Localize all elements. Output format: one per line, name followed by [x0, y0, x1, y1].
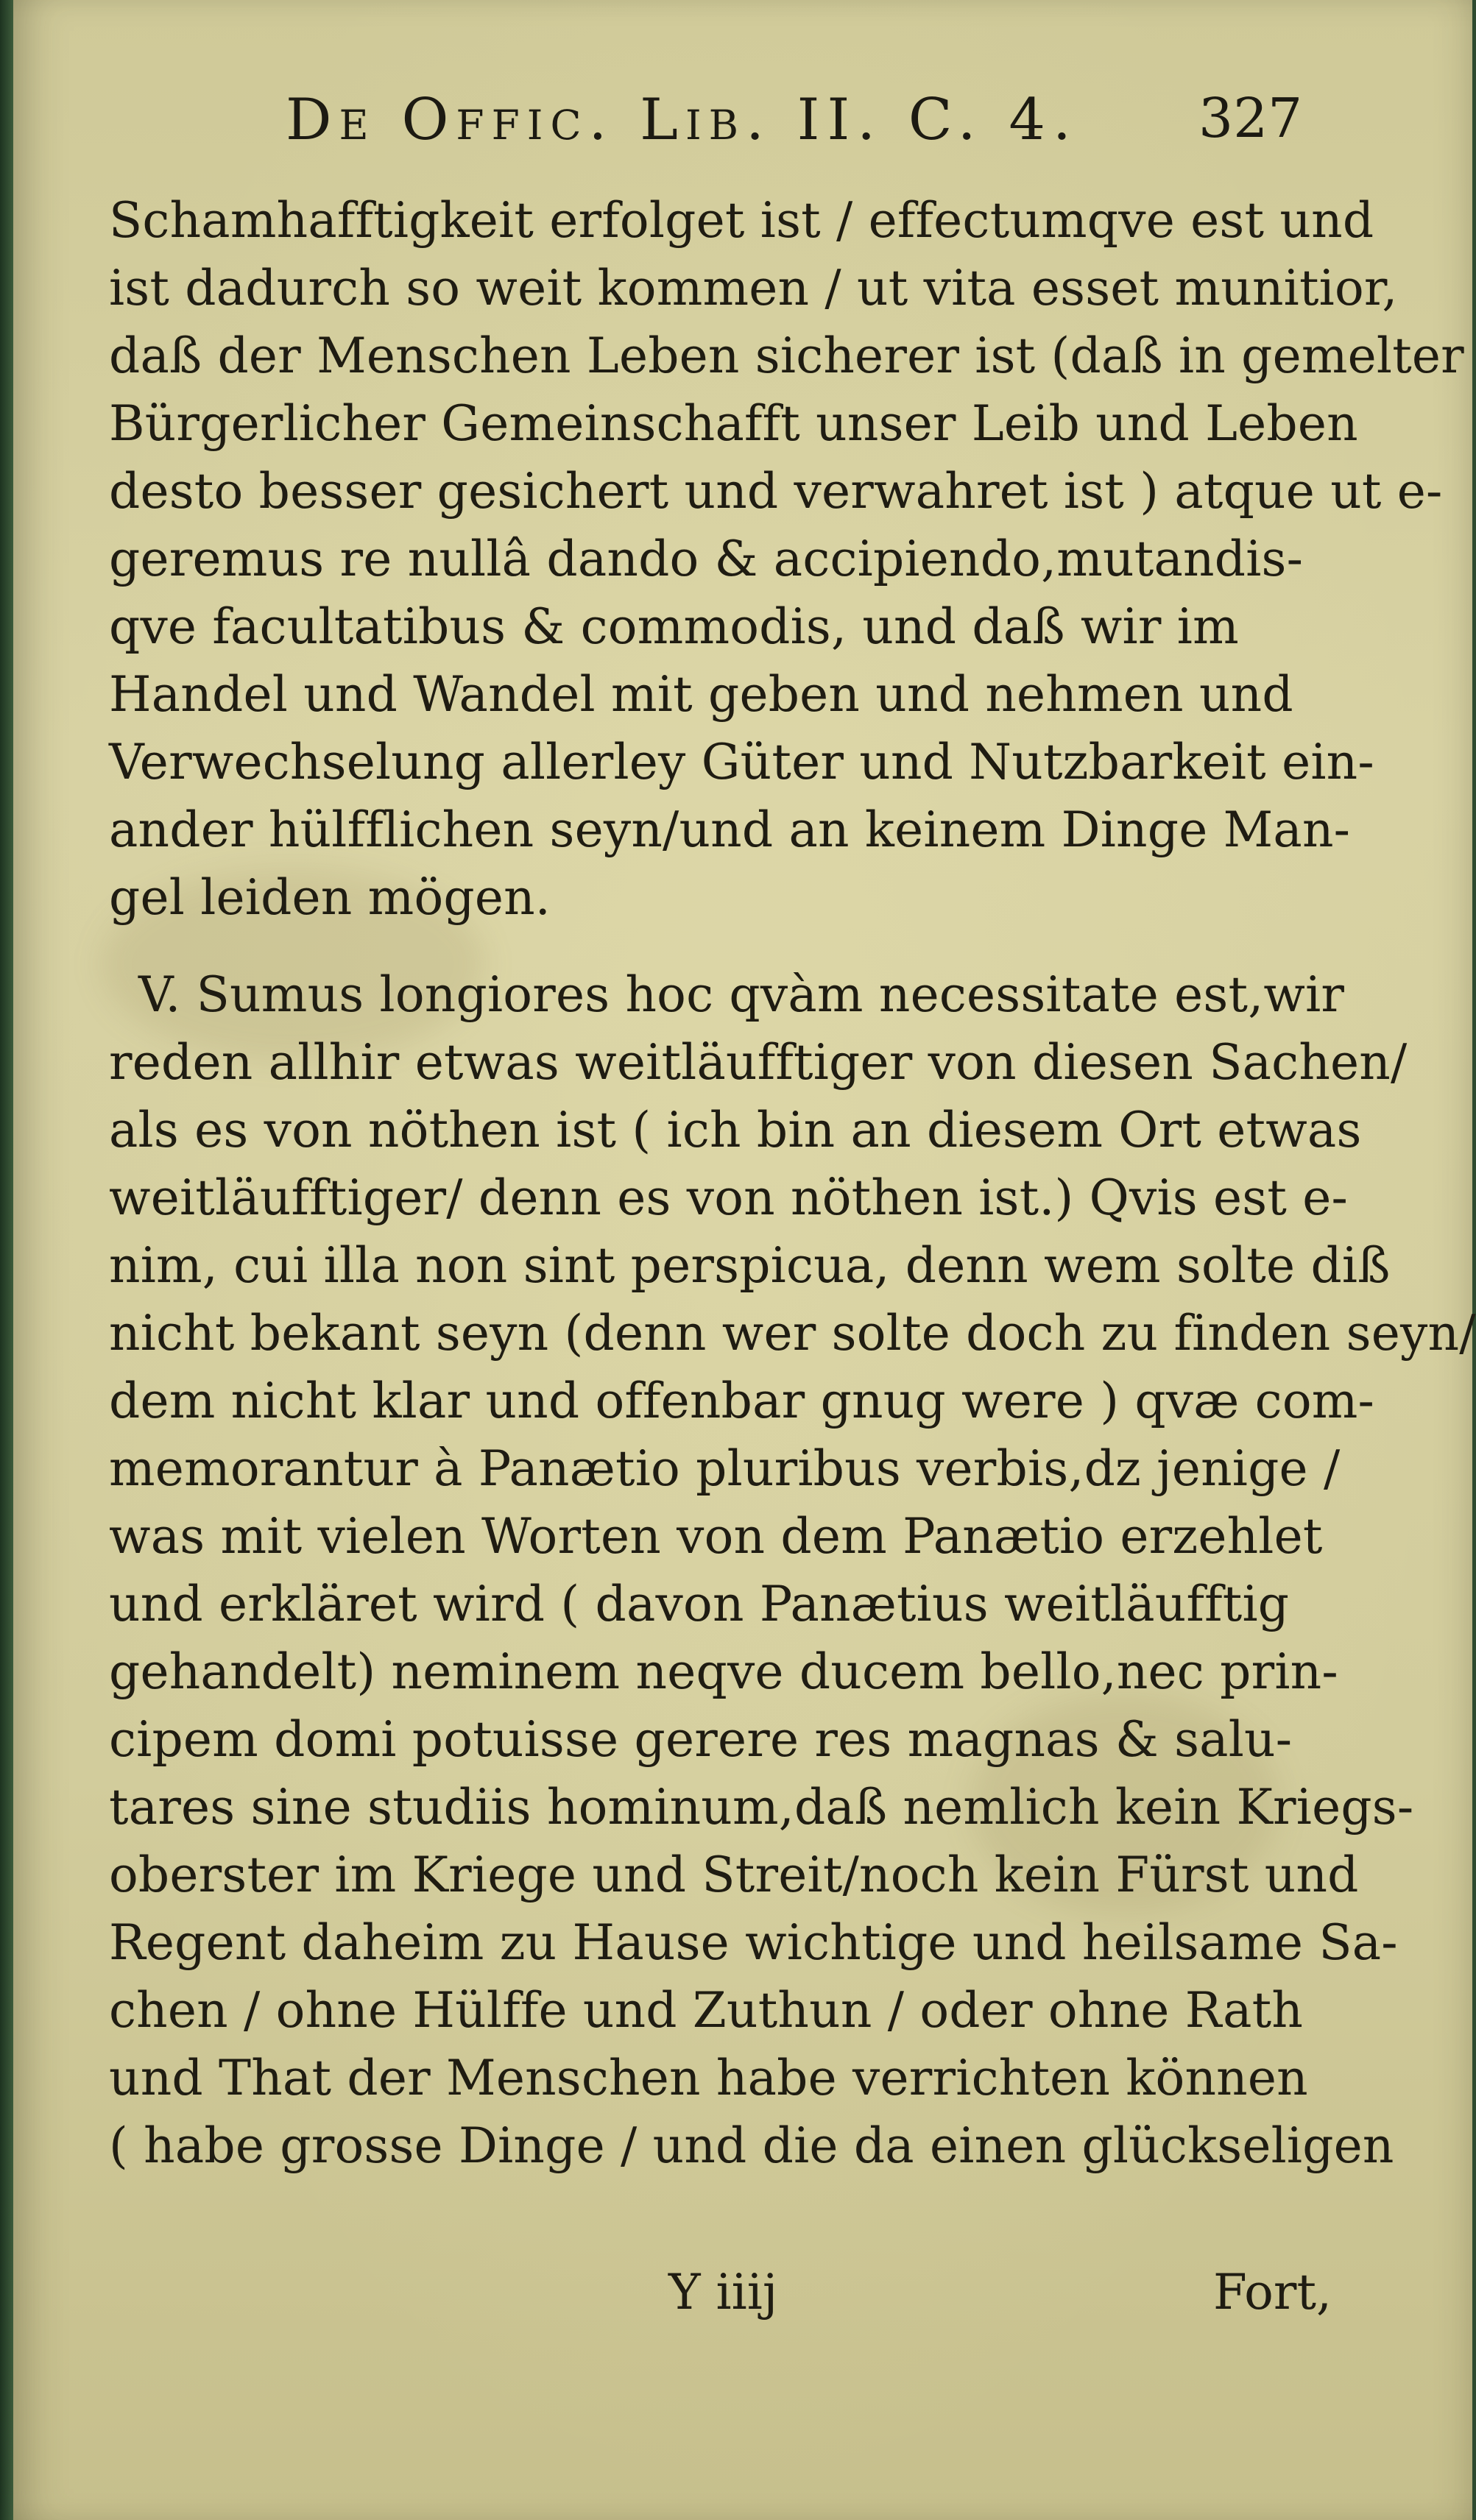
text-line: cipem domi potuisse gerere res magnas & salu-: [109, 1711, 1293, 1768]
text-line: qve facultatibus & commodis, und daß wir im: [109, 598, 1239, 655]
text-line: was mit vielen Worten von dem Panætio erzehlet: [109, 1508, 1323, 1565]
text-line: und erkläret wird ( davon Panætius weitläufftig: [109, 1576, 1290, 1632]
paragraph-gap: [109, 932, 1331, 961]
text-line: Regent daheim zu Hause wichtige und heilsame Sa-: [109, 1914, 1398, 1971]
body-text: [109, 187, 1476, 2180]
text-line: tares sine studiis hominum,daß nemlich kein Kriegs-: [109, 1779, 1414, 1836]
text-line: desto besser gesichert und verwahret ist ) atque ut e-: [109, 463, 1443, 520]
text-line: Bürgerlicher Gemeinschafft unser Leib und Leben: [109, 395, 1358, 452]
signature-mark: Y iiij: [668, 2264, 778, 2321]
text-line: ist dadurch so weit kommen / ut vita esset munitior,: [109, 260, 1398, 316]
catchword: Fort,: [1213, 2264, 1332, 2321]
text-line: reden allhir etwas weitläufftiger von diesen Sachen/: [109, 1034, 1408, 1091]
text-line: dem nicht klar und offenbar gnug were ) qvæ com-: [109, 1373, 1375, 1429]
book-page: [13, 0, 1476, 2520]
text-line: nicht bekant seyn (denn wer solte doch zu finden seyn/: [109, 1305, 1476, 1362]
text-line: und That der Menschen habe verrichten können: [109, 2050, 1308, 2106]
page-footer: [13, 2264, 1472, 2337]
binding-edge: [0, 0, 13, 2520]
text-line: gehandelt) neminem neqve ducem bello,nec prin-: [109, 1643, 1338, 1700]
page-number: 327: [1198, 87, 1303, 150]
text-line: ( habe grosse Dinge / und die da einen glückseligen: [109, 2117, 1394, 2174]
text-line: als es von nöthen ist ( ich bin an diesem Ort etwas: [109, 1102, 1362, 1158]
text-line: memorantur à Panætio pluribus verbis,dz jenige /: [109, 1440, 1341, 1497]
text-line: oberster im Kriege und Streit/noch kein Fürst und: [109, 1847, 1359, 1903]
text-line: V. Sumus longiores hoc qvàm necessitate est,wir: [138, 966, 1345, 1023]
text-line: Schamhafftigkeit erfolget ist / effectumqve est und: [109, 192, 1374, 249]
running-title: De Offic. Lib. II. C. 4.: [286, 87, 1078, 153]
page-header: [286, 87, 1316, 168]
text-line: Verwechselung allerley Güter und Nutzbarkeit ein-: [109, 734, 1374, 790]
text-line: nim, cui illa non sint perspicua, denn wem solte diß: [109, 1237, 1391, 1294]
text-line: chen / ohne Hülffe und Zuthun / oder ohne Rath: [109, 1982, 1304, 2039]
text-line: ander hülfflichen seyn/und an keinem Dinge Man-: [109, 801, 1351, 858]
text-line: daß der Menschen Leben sicherer ist (daß in gemelter: [109, 328, 1464, 384]
text-line: weitläufftiger/ denn es von nöthen ist.) Qvis est e-: [109, 1169, 1348, 1226]
text-line: gel leiden mögen.: [109, 869, 551, 926]
text-line: geremus re nullâ dando & accipiendo,mutandis-: [109, 531, 1304, 587]
text-line: Handel und Wandel mit geben und nehmen und: [109, 666, 1293, 723]
